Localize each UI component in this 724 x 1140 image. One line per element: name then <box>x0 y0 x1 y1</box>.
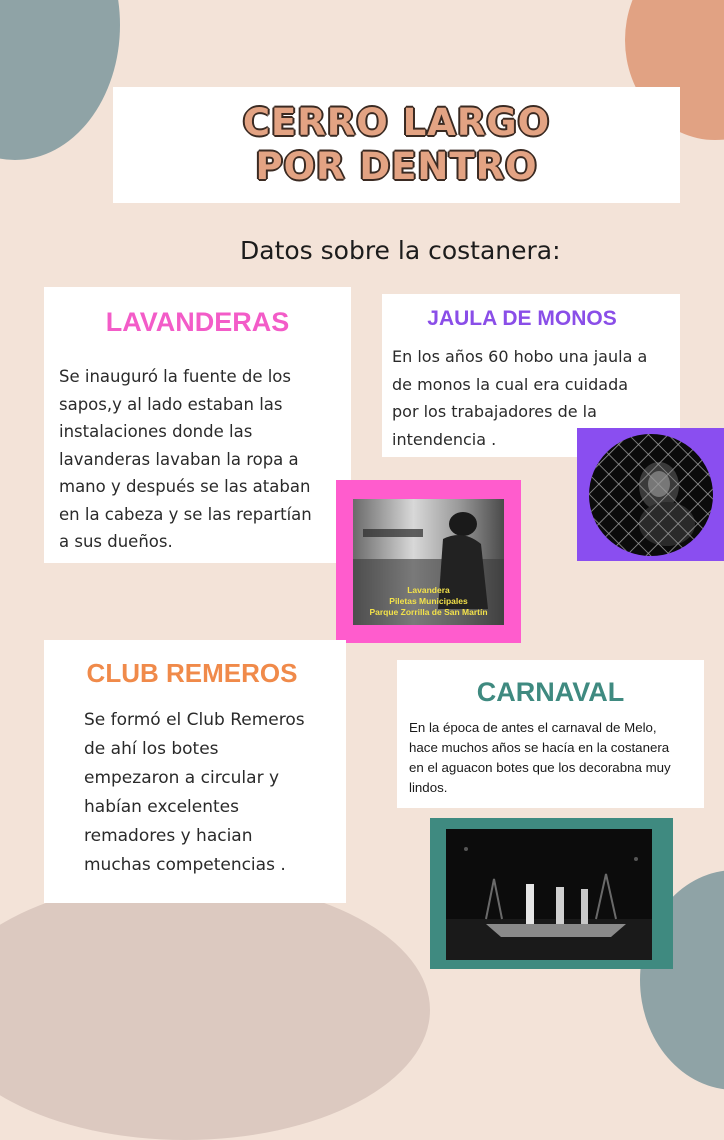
text-line: sapos,y al lado estaban las <box>59 394 283 414</box>
blob-top-left <box>0 0 120 160</box>
chain-fence-icon <box>589 434 713 556</box>
title-card <box>113 87 680 203</box>
title-line-2: POR DENTRO <box>255 145 538 188</box>
carnaval-card <box>397 660 704 808</box>
carnaval-photo-frame <box>430 818 673 969</box>
monkey-photo-frame <box>577 428 724 561</box>
lavanderas-heading: LAVANDERAS <box>105 307 290 337</box>
text-line: habían excelentes <box>84 797 239 817</box>
lavandera-photo <box>353 499 504 625</box>
text-line: en la cabeza y se las repartían <box>59 504 312 524</box>
remeros-card <box>44 640 346 903</box>
text-line: En la época de antes el carnaval de Melo, <box>409 720 657 735</box>
lavanderas-body <box>59 363 312 556</box>
text-line: empezaron a circular y <box>84 768 280 788</box>
text-line: muchas competencias . <box>84 855 286 875</box>
text-line: instalaciones donde las <box>59 422 253 441</box>
page-subtitle: Datos sobre la costanera: <box>240 236 561 265</box>
monkey-photo <box>589 434 713 556</box>
remeros-body <box>84 706 305 880</box>
carnaval-body <box>409 718 671 798</box>
text-line: en el aguacon botes que los decorabna muy <box>409 760 671 775</box>
caption-line: Lavandera <box>407 585 450 595</box>
text-line: En los años 60 hobo una jaula a <box>392 347 648 366</box>
caption-line: Piletas Municipales <box>389 596 468 606</box>
carnaval-heading: CARNAVAL <box>476 677 625 707</box>
photo-caption <box>353 585 504 618</box>
lavandera-photo-frame <box>336 480 521 643</box>
jaula-heading: JAULA DE MONOS <box>427 307 617 330</box>
caption-line: Parque Zorrilla de San Martín <box>369 607 488 617</box>
lavanderas-card <box>44 287 351 563</box>
carnaval-photo <box>446 829 652 960</box>
text-line: lavanderas lavaban la ropa a <box>59 449 299 469</box>
text-line: remadores y hacian <box>84 826 253 846</box>
text-line: Se inauguró la fuente de los <box>59 367 291 386</box>
remeros-heading: CLUB REMEROS <box>86 658 298 688</box>
text-line: mano y después se las ataban <box>59 477 311 496</box>
text-line: Se formó el Club Remeros <box>84 710 305 730</box>
text-line: por los trabajadores de la <box>392 402 597 421</box>
text-line: intendencia . <box>392 429 497 449</box>
night-boat-illustration <box>446 829 652 960</box>
blob-bottom-left <box>0 880 430 1140</box>
text-line: de ahí los botes <box>84 739 219 759</box>
text-line: de monos la cual era cuidada <box>392 374 629 394</box>
text-line: lindos. <box>409 780 448 795</box>
title-line-1: CERRO LARGO <box>242 101 551 144</box>
text-line: hace muchos años se hacía en la costanera <box>409 740 670 755</box>
text-line: a sus dueños. <box>59 532 173 551</box>
